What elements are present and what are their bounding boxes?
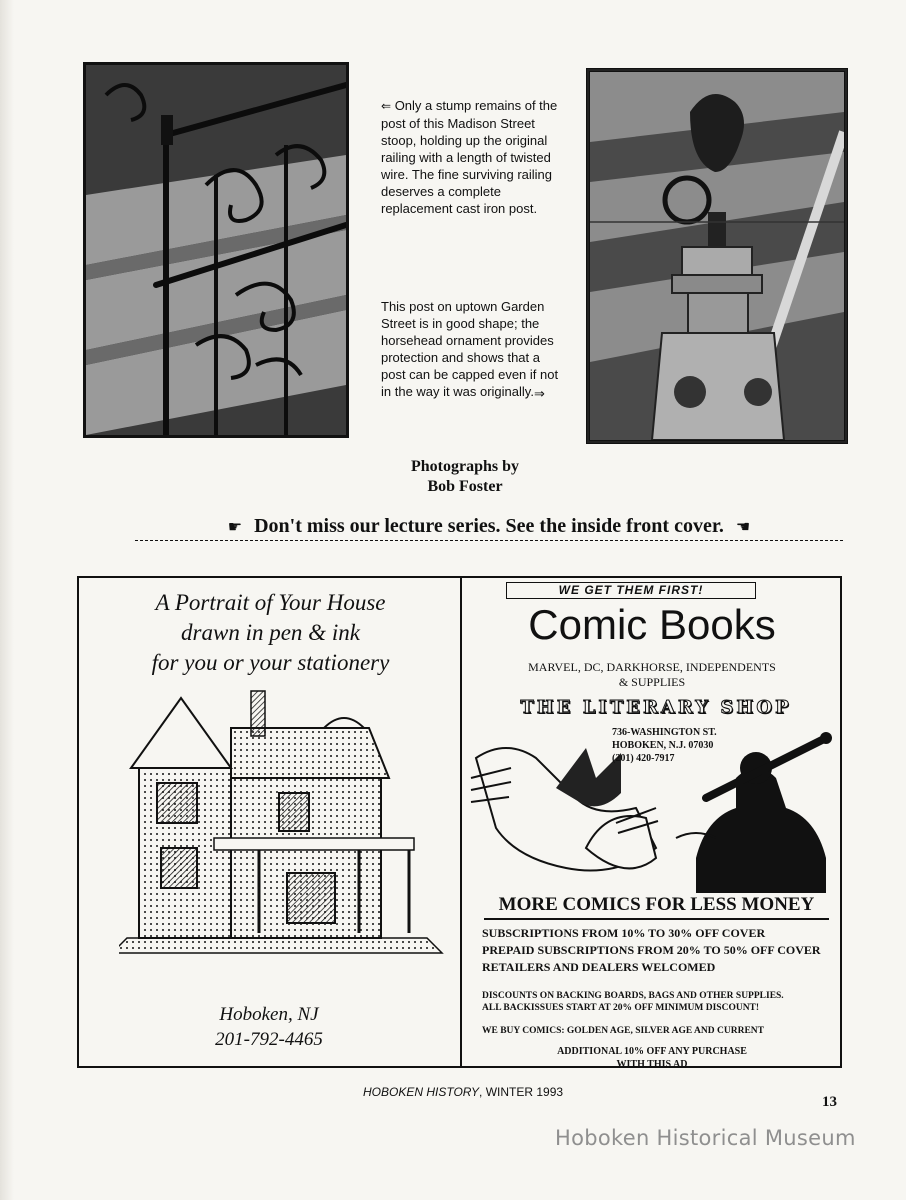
house-drawing-illustration [119,688,449,958]
portrait-location: Hoboken, NJ [219,1004,319,1025]
credit-line-1: Photographs by [410,458,520,475]
page-number: 13 [822,1094,837,1110]
portrait-headline-line-1: A Portrait of Your House [155,590,386,615]
left-arrow-icon: ⇐ [381,99,392,113]
extra-line-2: WITH THIS AD [616,1059,688,1070]
publishers-line-1: MARVEL, DC, DARKHORSE, INDEPENDENTS [528,660,776,674]
offer-line-3: RETAILERS AND DEALERS WELCOMED [482,960,716,974]
photo-credit [380,457,550,497]
ad-house-portrait [79,578,462,1066]
discount-line-2: ALL BACKISSUES START AT 20% OFF MINIMUM DISCOUNT! [482,1003,760,1013]
address-line-1: 736-WASHINGTON ST. [612,727,717,738]
journal-issue: , WINTER 1993 [479,1085,564,1099]
shop-name-logo: THE LITERARY SHOP [520,697,792,718]
horsehead-photo-illustration [590,72,844,440]
comics-title: Comic Books [528,601,776,648]
pointing-hand-left-icon: ☚ [735,516,751,536]
offer-line-2: PREPAID SUBSCRIPTIONS FROM 20% TO 50% OFF COVER [482,943,821,957]
comics-slogan: MORE COMICS FOR LESS MONEY [498,894,815,915]
photo-caption-madison [381,97,559,217]
portrait-ad-contact [119,1002,419,1052]
offer-line-1: SUBSCRIPTIONS FROM 10% TO 30% OFF COVER [482,926,766,940]
credit-line-2: Bob Foster [427,478,503,495]
portrait-headline-line-2: drawn in pen & ink [181,620,360,645]
extra-line-1: ADDITIONAL 10% OFF ANY PURCHASE [557,1046,747,1057]
photo-horsehead-post [586,68,848,444]
pointing-hand-right-icon: ☛ [227,516,243,536]
page-edge-shadow [0,0,14,1200]
comics-publishers [462,660,842,690]
address-phone: (201) 420-7917 [612,753,675,764]
right-arrow-icon: ⇒ [534,387,545,402]
lecture-banner-text: Don't miss our lecture series. See the inside front cover. [254,514,724,537]
discount-line-1: DISCOUNTS ON BACKING BOARDS, BAGS AND OTHER SUPPLIES. [482,991,784,1001]
slogan-underline [484,918,829,920]
comics-tagline-box: WE GET THEM FIRST! [506,582,756,599]
caption-madison-text: Only a stump remains of the post of this Madison Street stoop, holding up the original railing with a length of twisted wire. The fine surviving railing deserves a complete replacement cast iron post. [381,98,558,216]
banner-dashed-rule [135,540,843,541]
portrait-phone: 201-792-4465 [215,1029,323,1050]
comics-extra-discount [502,1045,802,1071]
photo-railing-stump [83,62,349,438]
railing-photo-illustration [86,65,346,435]
lecture-series-banner [135,511,843,541]
ad-comic-books [462,578,840,1070]
caption-garden-text: This post on uptown Garden Street is in good shape; the horsehead ornament provides protection and shows that a post can be capped even if not in the way it was originally. [381,299,559,399]
photo-caption-garden [381,298,559,400]
footer-journal-line [363,1085,563,1099]
advertisements-box [77,576,842,1068]
shop-address [612,726,772,765]
museum-watermark: Hoboken Historical Museum [555,1126,856,1150]
comics-subscription-offers [482,925,842,976]
comics-buy-line: WE BUY COMICS: GOLDEN AGE, SILVER AGE AND CURRENT [482,1026,764,1036]
journal-name: HOBOKEN HISTORY [363,1085,480,1099]
address-line-2: HOBOKEN, N.J. 07030 [612,740,714,751]
portrait-ad-headline [99,588,442,678]
publishers-line-2: & SUPPLIES [618,675,686,689]
portrait-headline-line-3: for you or your stationery [151,650,390,675]
comics-discounts [482,990,812,1014]
